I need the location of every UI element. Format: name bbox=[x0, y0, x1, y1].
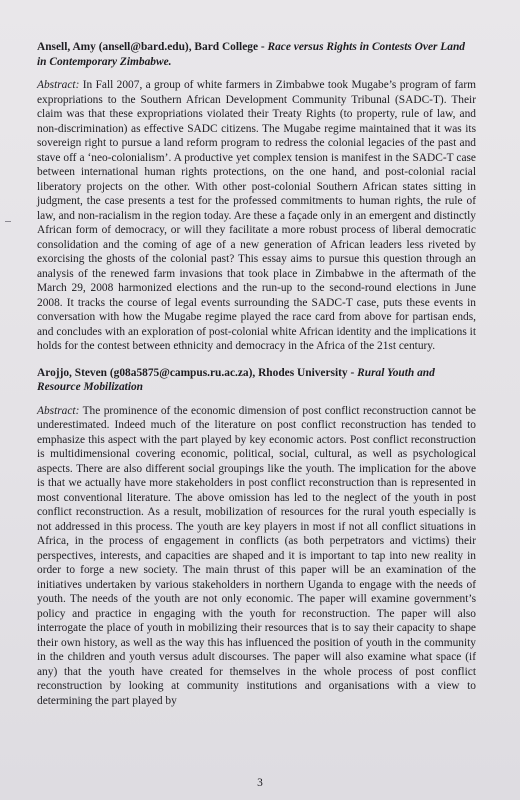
heading-separator: - bbox=[258, 41, 268, 53]
entry-title: Rural Youth and Resource Mobilization bbox=[37, 366, 435, 393]
page-number: 3 bbox=[257, 777, 263, 789]
entry-heading bbox=[37, 366, 476, 395]
abstract-paragraph bbox=[37, 78, 476, 354]
margin-mark bbox=[5, 221, 11, 222]
abstract-label: Abstract: bbox=[37, 404, 80, 417]
abstract-text: The prominence of the economic dimension of post conflict reconstruction cannot be underestimated. Indeed much of the literature on post conflict reconstruction has tended to emphasize this aspect with the part played by key economic actors. Post conflict reconstruction is multidimensional covering economic, political, social, cultural, as well as psychological aspects. There are also different social groupings like the youth. The implication for the above is that we actually have more stakeholders in post conflict reconstruction than is represented in most conventional literature. The above omission has led to the neglect of the youth in post conflict reconstruction. As a result, mobilization of resources for the rural youth especially is not addressed in this process. The youth are key players in most if not all conflict situations in Africa, in the process of engagement in conflicts (as both perpetrators and victims) their perspectives, interests, and capacities are shaped and it is important to tap into new reality in order to forge a new society. The main thrust of this paper will be an examination of the initiatives undertaken by various stakeholders in northern Uganda to engage with the needs of youth. The needs of the youth are not only economic. The paper will examine government’s policy and practice in engaging with the youth for reconstruction. The paper will also interrogate the place of youth in mobilizing their resources that is to say their capacity to shape their own history, as well as the way this has influenced the position of youth in the community in the children and youth versus adult discourses. The paper will also examine what space (if any) that the youth have created for themselves in the whole process of post conflict reconstruction by looking at community institutions and organisations with a view to determining the part played by bbox=[37, 404, 476, 707]
entry-author: Arojjo, Steven (g08a5875@campus.ru.ac.za), Rhodes University bbox=[37, 366, 348, 379]
abstract-entry-2 bbox=[37, 366, 476, 709]
abstract-label: Abstract: bbox=[37, 79, 80, 91]
entry-heading bbox=[37, 40, 476, 69]
abstract-entry-1 bbox=[37, 40, 476, 354]
abstract-text: In Fall 2007, a group of white farmers in Zimbabwe took Mugabe’s program of farm expropriations to the Southern African Development Community Tribunal (SADC-T). Their claim was that these expropriations violated their Treaty Rights (to property, rule of law, and non-discrimination) as effective SADC citizens. The Mugabe regime maintained that it was its sovereign right to pursue a land reform program to redress the colonial legacies of the past and stave off a ‘neo-colonialism’. A productive yet complex tension is manifest in the SADC-T case between international human rights protections, on the one hand, and post-colonial racial liberatory projects on the other. With other post-colonial Southern African states sitting in judgment, the case presents a test for the professed commitments to human rights, the rule of law, and non-racialism in the region today. Are these a façade only in an emergent and distinctly African form of democracy, or will they facilitate a more robust process of liberal democratic consolidation and the coming of age of a new generation of African leaders less riveted by exorcising the ghosts of the colonial past? This essay aims to pursue this question through an analysis of the renewed farm invasions that took place in Zimbabwe in the aftermath of the March 29, 2008 harmonized elections and the run-up to the second-round elections in June 2008. It tracks the course of legal events surrounding the SADC-T case, puts these events in conversation with how the Mugabe regime played the race card from above for partisan ends, and concludes with an exploration of post-colonial white African identity and the implications it holds for the contest between ethnicity and democracy in the Africa of the 21st century. bbox=[37, 79, 476, 352]
abstract-paragraph bbox=[37, 404, 476, 709]
heading-separator: - bbox=[347, 366, 358, 379]
entry-author: Ansell, Amy (ansell@bard.edu), Bard College bbox=[37, 41, 259, 53]
entry-title: Race versus Rights in Contests Over Land in Contemporary Zimbabwe. bbox=[37, 41, 465, 68]
